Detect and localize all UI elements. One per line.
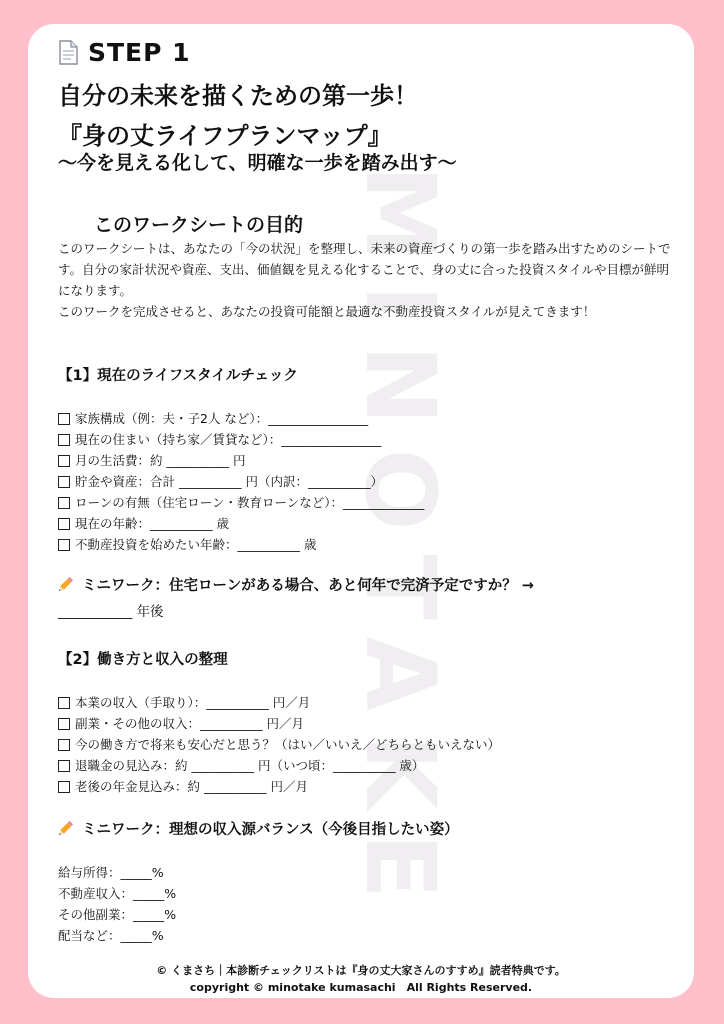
miniwork-2 [56, 818, 459, 839]
page-title: 自分の未来を描くための第一歩！ [58, 82, 418, 110]
ratio-field[interactable]: 給与所得：_____% [58, 865, 164, 880]
purpose-heading: このワークシートの目的 [94, 214, 304, 236]
document-icon [58, 40, 78, 65]
income-checklist [58, 692, 500, 797]
checkbox[interactable] [58, 718, 70, 730]
ratio-field[interactable]: その他副業：_____% [58, 907, 177, 922]
pencil-icon [56, 820, 74, 838]
checklist-item[interactable] [58, 755, 500, 776]
checklist-item[interactable] [58, 450, 424, 471]
checklist-item[interactable] [58, 713, 500, 734]
income-balance-list [58, 862, 176, 946]
checkbox[interactable] [58, 455, 70, 467]
checklist-item-label: 不動産投資を始めたい年齢：__________ 歳 [75, 537, 317, 552]
step-header [58, 38, 191, 67]
worksheet-card [28, 24, 694, 998]
step-label: STEP 1 [88, 38, 191, 67]
checklist-item[interactable] [58, 513, 424, 534]
checkbox[interactable] [58, 497, 70, 509]
miniwork-1-question: ミニワーク：住宅ローンがある場合、あと何年で完済予定ですか？ → [82, 578, 534, 594]
checklist-item-label: 老後の年金見込み：約 __________ 円／月 [75, 779, 308, 794]
checklist-item[interactable] [58, 471, 424, 492]
worksheet-name: 『身の丈ライフプランマップ』 [58, 122, 392, 150]
purpose-paragraph-1: このワークシートは、あなたの「今の状況」を整理し、未来の資産づくりの第一歩を踏み出すためのシートです。自分の家計状況や資産、支出、価値観を見える化することで、身の丈に合った投資スタイルや目標が鮮明になります。 [58, 241, 671, 298]
checklist-item-label: 貯金や資産：合計 __________ 円（内訳：__________） [75, 474, 383, 489]
miniwork-1-answer[interactable]: ___________ 年後 [58, 604, 164, 620]
section2-heading: 【2】働き方と収入の整理 [58, 652, 228, 668]
ratio-field[interactable]: 不動産収入：_____% [58, 886, 177, 901]
checklist-item-label: 今の働き方で将来も安心だと思う？（はい／いいえ／どちらともいえない） [75, 737, 501, 752]
footer-copyright: copyright © minotake kumasachi All Rights Reserved. [189, 981, 533, 994]
miniwork-1 [56, 574, 534, 595]
checkbox[interactable] [58, 760, 70, 772]
footer-credit: © くまさち｜本診断チェックリストは『身の丈大家さんのすすめ』読者特典です。 [156, 964, 566, 977]
checklist-item[interactable] [58, 776, 500, 797]
checklist-item-label: 家族構成（例：夫・子2人 など）：________________ [75, 411, 369, 426]
checkbox[interactable] [58, 697, 70, 709]
checkbox[interactable] [58, 739, 70, 751]
checklist-item[interactable] [58, 492, 424, 513]
checkbox[interactable] [58, 476, 70, 488]
checkbox[interactable] [58, 781, 70, 793]
checkbox[interactable] [58, 518, 70, 530]
checkbox[interactable] [58, 434, 70, 446]
checklist-item[interactable] [58, 408, 424, 429]
checklist-item-label: 月の生活費：約 __________ 円 [75, 453, 246, 468]
pencil-icon [56, 576, 74, 594]
checklist-item-label: 本業の収入（手取り）：__________ 円／月 [75, 695, 311, 710]
checklist-item[interactable] [58, 429, 424, 450]
purpose-paragraph-2: このワークを完成させると、あなたの投資可能額と最適な不動産投資スタイルが見えてきます！ [58, 304, 596, 319]
checklist-item-label: 現在の住まい（持ち家／賃貸など）：________________ [75, 432, 382, 447]
miniwork-2-question: ミニワーク：理想の収入源バランス（今後目指したい姿） [82, 822, 459, 838]
ratio-field[interactable]: 配当など：_____% [58, 928, 164, 943]
checklist-item-label: 現在の年齢：__________ 歳 [75, 516, 229, 531]
page-subtitle: 〜今を見える化して、明確な一歩を踏み出す〜 [58, 152, 457, 174]
checklist-item[interactable] [58, 534, 424, 555]
checklist-item[interactable] [58, 692, 500, 713]
checklist-item-label: 副業・その他の収入：__________ 円／月 [75, 716, 304, 731]
purpose-text [58, 238, 678, 322]
lifestyle-checklist [58, 408, 424, 555]
checklist-item-label: ローンの有無（住宅ローン・教育ローンなど）：_____________ [75, 495, 425, 510]
checklist-item-label: 退職金の見込み：約 __________ 円（いつ頃：__________ 歳） [75, 758, 425, 773]
checkbox[interactable] [58, 539, 70, 551]
checklist-item[interactable] [58, 734, 500, 755]
checkbox[interactable] [58, 413, 70, 425]
watermark-text: MINOTAKE [344, 165, 456, 923]
section1-heading: 【1】現在のライフスタイルチェック [58, 368, 298, 384]
worksheet-content [28, 24, 694, 998]
